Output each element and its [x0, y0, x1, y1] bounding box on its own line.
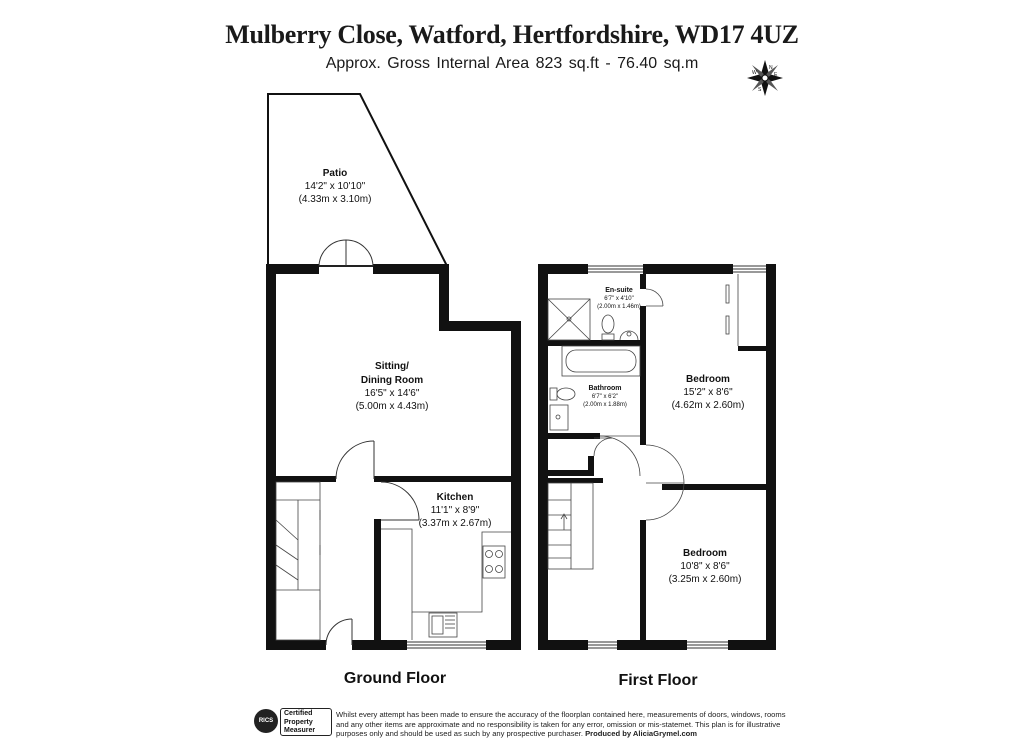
first-floor-label: First Floor — [618, 672, 698, 689]
patio-label: Patio — [322, 168, 348, 179]
sitting-label-1: Sitting/ — [375, 361, 409, 372]
produced-by: Produced by AliciaGrymel.com — [585, 729, 698, 739]
bathroom-fixtures — [550, 346, 640, 476]
disclaimer-text — [336, 710, 796, 739]
ground-floor-label: Ground Floor — [343, 670, 447, 687]
bedroom1-label: Bedroom — [686, 374, 730, 385]
ground-stairs — [276, 482, 320, 640]
patio-dim-metric: (4.33m x 3.10m) — [298, 194, 372, 205]
first-stairs — [548, 483, 593, 569]
compass-n: N — [769, 65, 773, 71]
sitting-dim-metric: (5.00m x 4.43m) — [355, 401, 429, 412]
bedroom1-dim-imperial: 15'2" x 8'6" — [683, 387, 733, 398]
bathroom-label: Bathroom — [588, 385, 622, 392]
ensuite-dim-imperial: 6'7" x 4'10" — [604, 296, 634, 302]
badge-line-1: Certified — [284, 710, 313, 717]
bathroom-dim-imperial: 6'7" x 6'2" — [591, 394, 619, 400]
first-floor-plan — [538, 264, 776, 689]
patio-dim-imperial: 14'2" x 10'10" — [304, 181, 366, 192]
kitchen-dim-metric: (3.37m x 2.67m) — [418, 518, 492, 529]
ground-floor-plan — [266, 94, 521, 687]
bedroom2-label: Bedroom — [683, 548, 727, 559]
rics-logo: RICS — [254, 709, 278, 733]
kitchen-label: Kitchen — [436, 492, 474, 503]
bedroom2-dim-metric: (3.25m x 2.60m) — [668, 574, 742, 585]
compass-rose-icon — [747, 60, 783, 96]
bedroom2-dim-imperial: 10'8" x 8'6" — [680, 561, 730, 572]
gross-internal-area: Approx. Gross Internal Area 823 sq.ft - 76.40 sq.m — [325, 55, 699, 72]
bathroom-dim-metric: (2.00m x 1.88m) — [583, 402, 627, 408]
compass-e: E — [774, 72, 778, 78]
sitting-dim-imperial: 16'5" x 14'6" — [364, 388, 420, 399]
compass-s: S — [758, 87, 762, 93]
certified-measurer-badge — [280, 708, 332, 736]
ensuite-dim-metric: (2.00m x 1.46m) — [597, 304, 641, 310]
sitting-label-2: Dining Room — [360, 375, 424, 386]
kitchen-dim-imperial: 11'1" x 8'9" — [430, 505, 480, 516]
bedroom1-dim-metric: (4.62m x 2.60m) — [671, 400, 745, 411]
badge-line-2: Property — [284, 718, 313, 726]
ensuite-label: En-suite — [605, 287, 633, 294]
patio-outline — [268, 94, 447, 266]
compass-w: W — [752, 70, 757, 76]
disclaimer-body: Whilst every attempt has been made to ensure the accuracy of the floorplan contained here, measurements of doors, windows, rooms and any other items are approximate and no responsibility is taken for any error, omission or mis-statemet. This plan is for illustrative purposes only and should be used as such by any prospective purchaser. — [336, 710, 786, 739]
kitchen-units — [381, 529, 511, 640]
property-address-title: Mulberry Close, Watford, Hertfordshire, WD17 4UZ — [225, 20, 799, 49]
badge-line-3: Measurer — [284, 727, 316, 734]
